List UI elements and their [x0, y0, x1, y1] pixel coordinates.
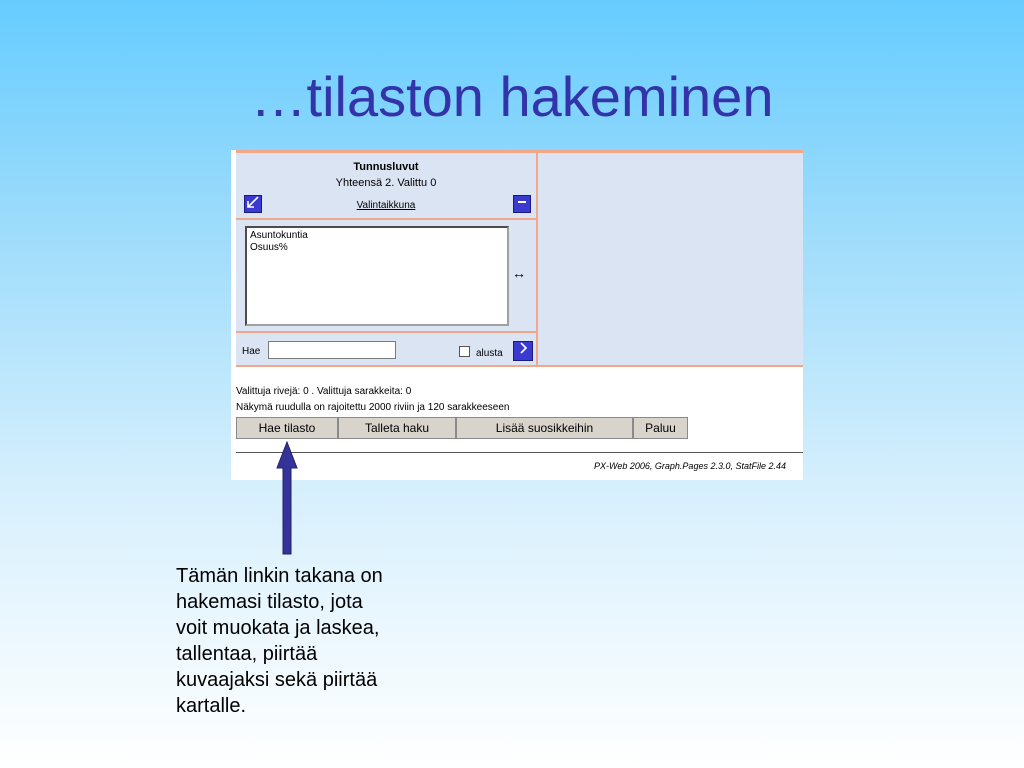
variable-title: Tunnusluvut [353, 161, 419, 173]
search-input[interactable] [268, 341, 396, 359]
fetch-statistics-button[interactable]: Hae tilasto [236, 417, 338, 439]
deselect-all-button[interactable] [513, 195, 531, 213]
search-go-button[interactable] [513, 341, 533, 361]
caption-line: Tämän linkin takana on [176, 565, 383, 587]
action-button-row [236, 417, 688, 439]
list-item[interactable]: Asuntokuntia [250, 230, 308, 241]
version-footer: PX-Web 2006, Graph.Pages 2.3.0, StatFile 2.44 [594, 461, 786, 471]
caption-line: kartalle. [176, 695, 247, 717]
back-button[interactable]: Paluu [633, 417, 688, 439]
save-query-button[interactable]: Talleta haku [338, 417, 456, 439]
panel-divider [236, 218, 538, 220]
caption-line: tallentaa, piirtää [176, 643, 318, 665]
variable-listbox[interactable] [245, 226, 509, 326]
panel-divider [536, 153, 538, 365]
add-to-favorites-button[interactable]: Lisää suosikkeihin [456, 417, 633, 439]
footer-divider [236, 452, 803, 453]
slide-title: …tilaston hakeminen [250, 65, 774, 128]
resize-icon[interactable]: ↔ [512, 265, 526, 281]
pointer-arrow [270, 438, 304, 558]
caption-line: hakemasi tilasto, jota [176, 591, 363, 613]
minus-icon [516, 197, 528, 211]
selection-count: Yhteensä 2. Valittu 0 [335, 177, 437, 189]
caption-line: kuvaajaksi sekä piirtää [176, 669, 378, 691]
selection-window-link[interactable]: Valintaikkuna [356, 200, 416, 211]
view-limit-note: Näkymä ruudulla on rajoitettu 2000 riviin ja 120 sarakkeeseen [236, 402, 510, 413]
px-web-screenshot [231, 150, 803, 480]
chevron-right-icon [517, 343, 529, 357]
search-label: Hae [242, 346, 261, 357]
from-start-checkbox[interactable] [459, 346, 470, 357]
caption-text [176, 563, 466, 719]
list-item[interactable]: Osuus% [250, 242, 288, 253]
selected-counts-text: Valittuja rivejä: 0 . Valittuja sarakkeita: 0 [236, 386, 412, 397]
caption-line: voit muokata ja laskea, [176, 617, 380, 639]
variable-selector-panel [236, 150, 803, 367]
panel-divider [236, 331, 538, 333]
from-start-label: alusta [476, 348, 503, 359]
